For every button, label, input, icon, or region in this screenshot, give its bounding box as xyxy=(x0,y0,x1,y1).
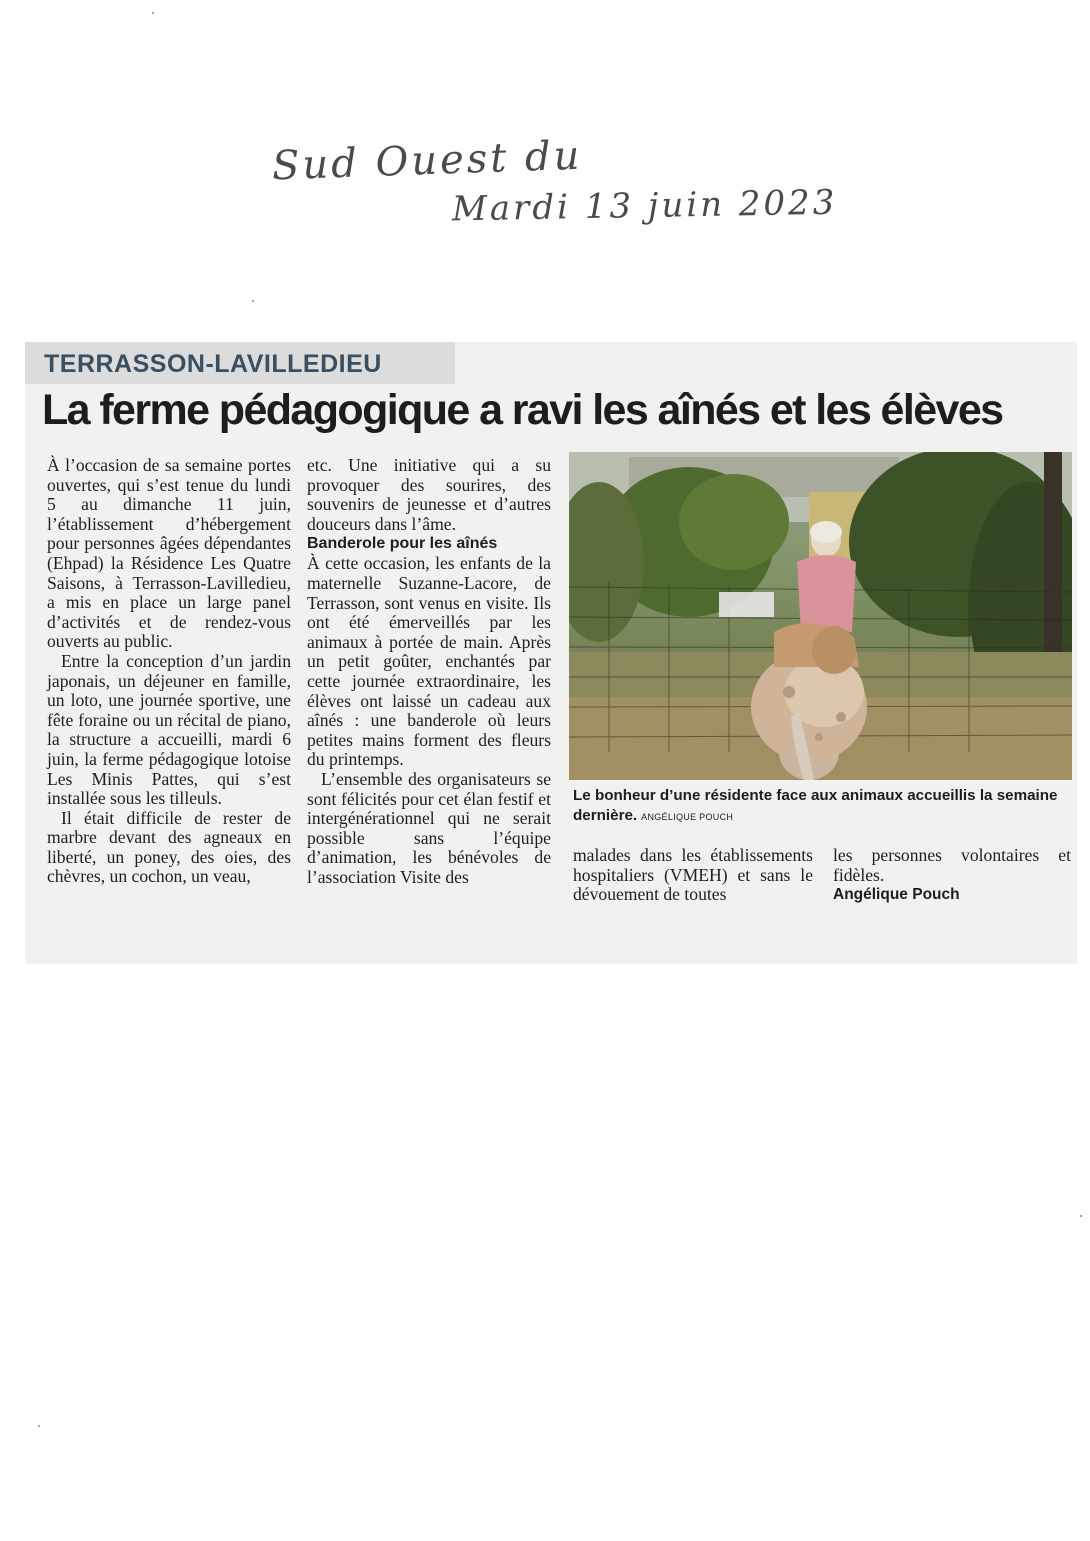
paragraph: À cette occasion, les enfants de la maternelle Suzanne-Lacore, de Terrasson, sont venus en visite. Ils ont été émerveillés par les animaux à portée de main. Après un petit goûter, enchantés par cette journée extraordinaire, les élèves ont laissé un cadeau aux aînés : une banderole où leurs petites mains forment des fleurs du printemps. xyxy=(307,553,551,770)
photo-illustration xyxy=(569,452,1072,780)
paragraph: malades dans les établissements hospitaliers (VMEH) et sans le dévouement de toutes xyxy=(573,845,813,905)
paragraph: Entre la conception d’un jardin japonais, un déjeuner en famille, un loto, une journée sportive, une fête foraine ou un récital de piano, la structure a accueilli, mardi 6 juin, la ferme pédagogique lotoise Les Minis Pattes, qui s’est installée sous les tilleuls. xyxy=(47,650,291,809)
handwritten-source-note: Sud Ouest du xyxy=(271,132,584,190)
article-column-3 xyxy=(573,846,813,905)
scan-speck xyxy=(1080,1215,1082,1217)
paragraph: À l’occasion de sa semaine portes ouvertes, qui s’est tenue du lundi 5 au dimanche 11 juin, l’établissement d’hébergement pour personnes âgées dépendantes (Ehpad) la Résidence Les Quatre Saisons, à Terrasson-Lavilledieu, a mis en place un large panel d’activités et de rendez-vous ouverts au public. xyxy=(47,455,291,652)
handwritten-date-note: Mardi 13 juin 2023 xyxy=(451,182,838,230)
photo-caption xyxy=(573,786,1071,827)
article-subhead: Banderole pour les aînés xyxy=(307,535,498,553)
article-column-2 xyxy=(307,456,551,887)
scan-speck xyxy=(38,1425,40,1427)
article-signature: Angélique Pouch xyxy=(833,886,960,904)
article-kicker: TERRASSON-LAVILLEDIEU xyxy=(44,350,382,378)
article-column-1 xyxy=(47,456,291,887)
photo-credit: ANGÉLIQUE POUCH xyxy=(641,812,734,822)
scan-speck xyxy=(152,12,154,14)
article-column-4 xyxy=(833,846,1071,905)
scan-speck xyxy=(252,300,254,302)
article-headline: La ferme pédagogique a ravi les aînés et les élèves xyxy=(42,386,1003,434)
article-photo xyxy=(569,452,1072,780)
paragraph: Il était difficile de rester de marbre devant des agneaux en liberté, un poney, des oies, des chèvres, un cochon, un veau, xyxy=(47,807,291,887)
paragraph: L’ensemble des organisateurs se sont félicités pour cet élan festif et intergénérationnel qui ne serait possible sans l’équipe d’animation, les bénévoles de l’association Visite des xyxy=(307,768,551,887)
paragraph: les personnes volontaires et fidèles. xyxy=(833,845,1071,885)
paragraph: etc. Une initiative qui a su provoquer des sourires, des souvenirs de jeunesse et d’autres douceurs dans l’âme. xyxy=(307,455,551,534)
caption-text: Le bonheur d’une résidente face aux animaux accueillis la semaine dernière. xyxy=(573,787,1058,824)
